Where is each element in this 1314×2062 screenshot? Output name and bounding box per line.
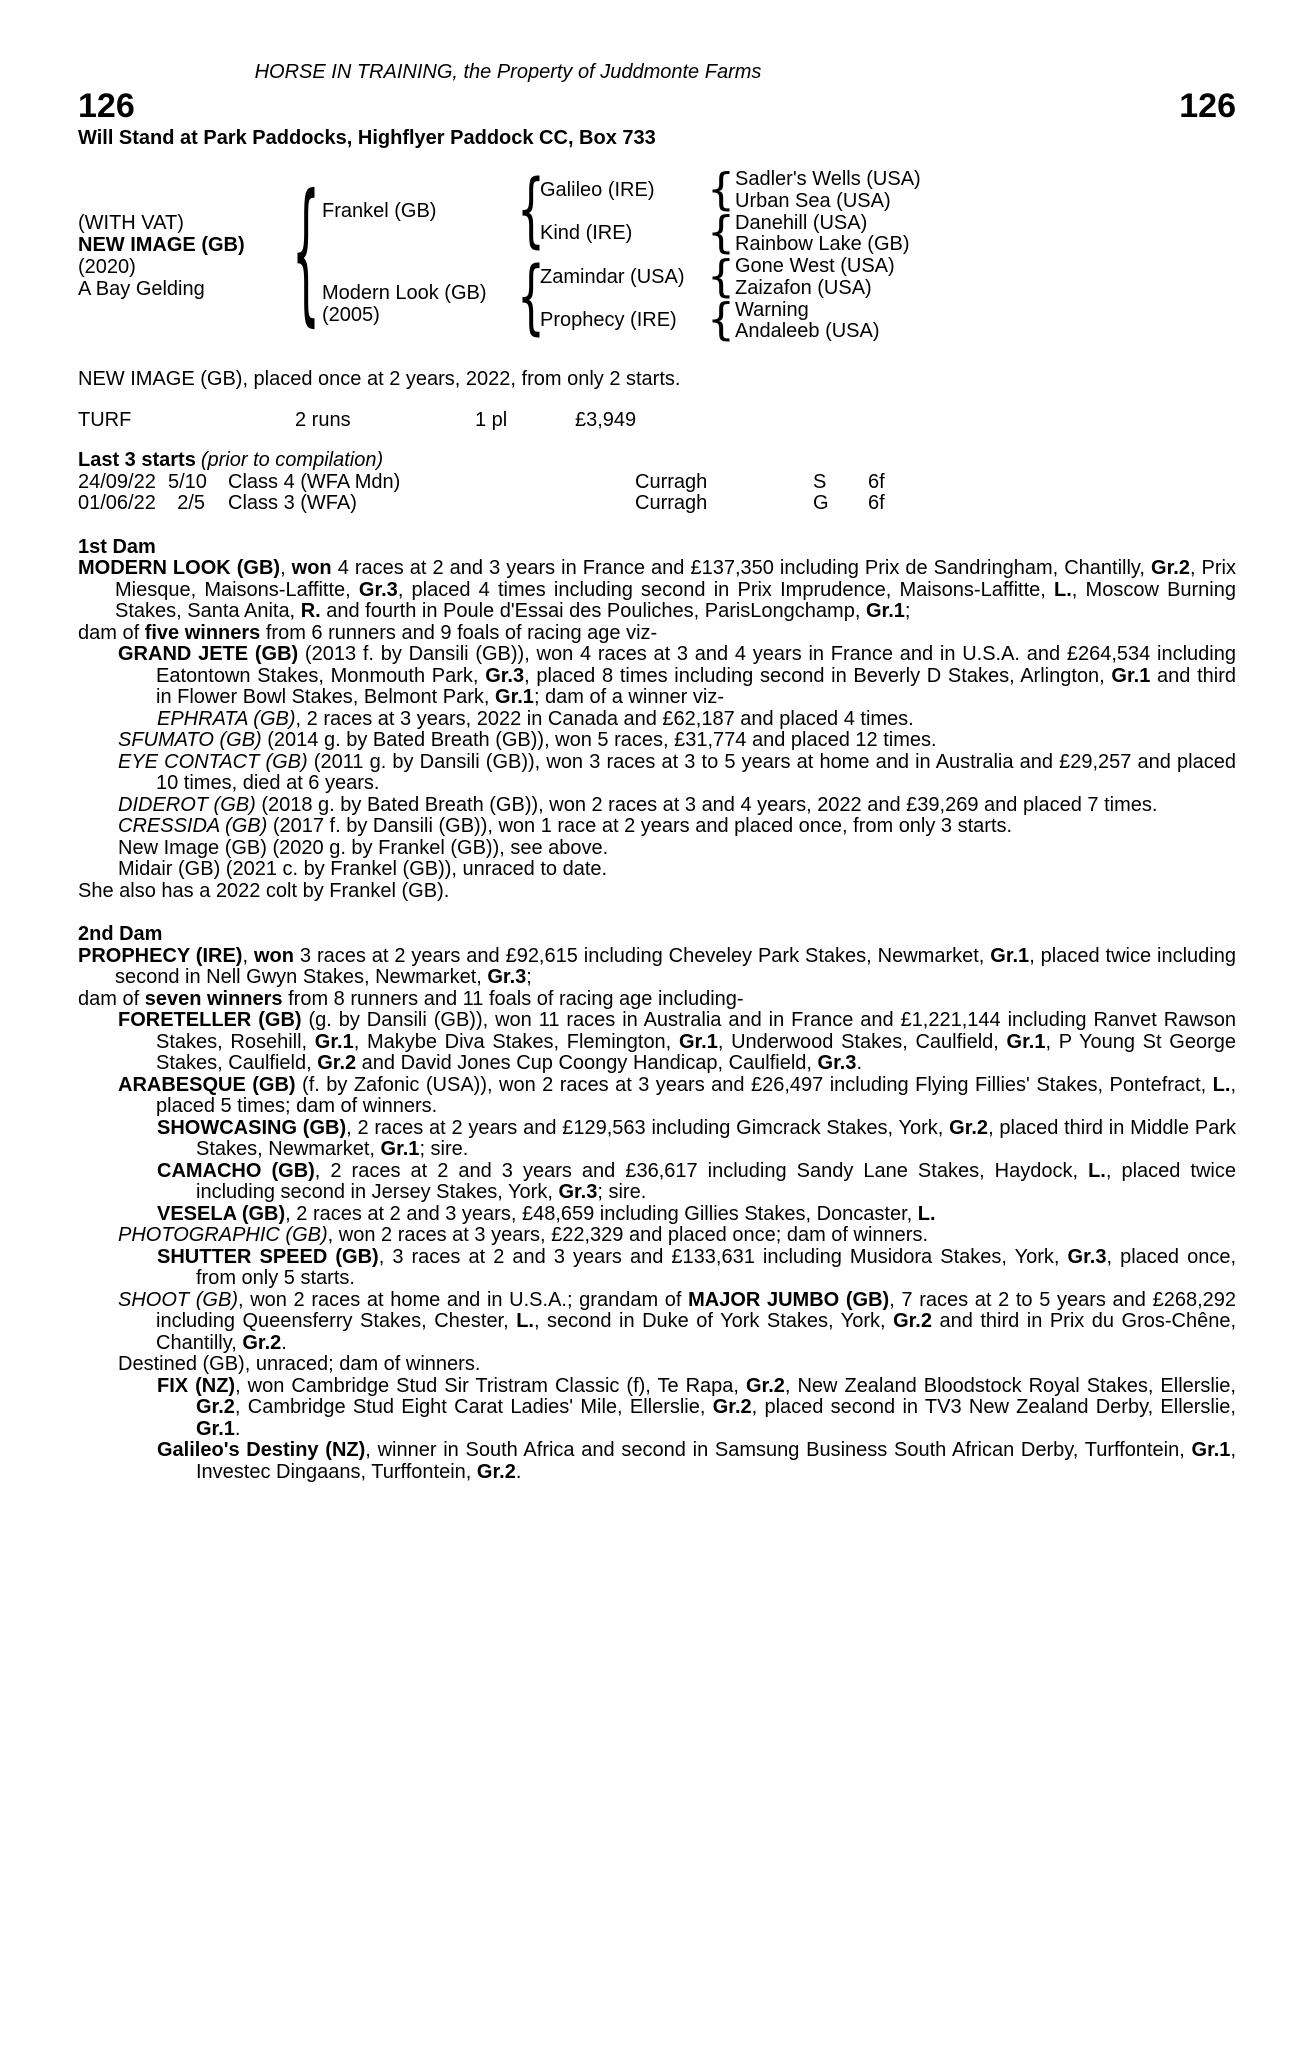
text-segment: FIX (NZ) bbox=[157, 1374, 236, 1397]
start-row bbox=[78, 493, 1236, 515]
start-position: 2/5 bbox=[177, 492, 205, 514]
earnings-row bbox=[78, 410, 1236, 432]
text-segment: , placed 5 times; dam of winners. bbox=[156, 1073, 1236, 1117]
text-segment: CRESSIDA (GB) bbox=[118, 815, 268, 837]
pedigree-table bbox=[78, 165, 1236, 347]
text-segment: . bbox=[281, 1331, 287, 1354]
text-segment: Gr.1 bbox=[380, 1138, 420, 1160]
last-starts-label: Last 3 starts bbox=[78, 449, 196, 471]
text-segment: , bbox=[280, 557, 292, 579]
catalog-paragraph bbox=[78, 1204, 1236, 1226]
text-segment: ; dam of a winner viz- bbox=[533, 686, 725, 708]
text-segment: Gr.3 bbox=[817, 1052, 857, 1074]
page-header-title: HORSE IN TRAINING, the Property of Juddmonte Farms bbox=[254, 61, 762, 83]
text-segment: (f. by Zafonic (USA)), won 2 races at 3 years and £26,497 including Flying Fillies' Stakes, Pontefract, bbox=[295, 1073, 1213, 1096]
ancestor-name: Danehill (USA) bbox=[735, 212, 868, 234]
start-date: 01/06/22 bbox=[78, 492, 156, 514]
grandsire-name: Zamindar (USA) bbox=[540, 266, 685, 288]
text-segment: , Makybe Diva Stakes, Flemington, bbox=[353, 1030, 679, 1053]
ancestor-name: Rainbow Lake (GB) bbox=[735, 233, 910, 255]
catalog-paragraph bbox=[78, 859, 1236, 881]
catalog-paragraph bbox=[78, 989, 1236, 1011]
text-segment: L. bbox=[1212, 1073, 1231, 1096]
lot-number-left: 126 bbox=[78, 86, 135, 125]
text-segment: Gr.1 bbox=[865, 600, 905, 622]
text-segment: Gr.2 bbox=[712, 1396, 752, 1418]
text-segment: , placed second in TV3 New Zealand Derby, Ellerslie, bbox=[751, 1396, 1236, 1418]
text-segment: , won Cambridge Stud Sir Tristram Classic (f), Te Rapa, bbox=[235, 1374, 746, 1397]
race-record-summary: NEW IMAGE (GB), placed once at 2 years, 2022, from only 2 starts. bbox=[78, 368, 681, 390]
catalog-paragraph bbox=[78, 795, 1236, 817]
text-segment: ; sire. bbox=[419, 1138, 469, 1160]
text-segment: (2014 g. by Bated Breath (GB)), won 5 races, £31,774 and placed 12 times. bbox=[261, 729, 937, 751]
start-row bbox=[78, 472, 1236, 494]
section-heading: 1st Dam bbox=[78, 535, 156, 558]
text-segment: and third in Flower Bowl Stakes, Belmont Park, bbox=[156, 664, 1237, 708]
text-segment: , placed twice including second in Jersey Stakes, York, bbox=[196, 1159, 1236, 1203]
start-distance: 6f bbox=[868, 492, 885, 514]
text-segment: Gr.2 bbox=[949, 1116, 989, 1139]
catalog-paragraph bbox=[78, 644, 1236, 709]
catalog-paragraph bbox=[78, 1354, 1236, 1376]
text-segment: Gr.2 bbox=[745, 1374, 785, 1397]
catalog-paragraph bbox=[78, 946, 1236, 989]
catalog-page bbox=[0, 62, 1314, 1483]
earnings-value: £3,949 bbox=[575, 408, 637, 431]
horse-foaling-year: (2020) bbox=[78, 256, 136, 278]
ancestor-name: Andaleeb (USA) bbox=[735, 320, 880, 342]
text-segment: Gr.1 bbox=[1111, 664, 1151, 687]
text-segment: EPHRATA (GB) bbox=[157, 707, 296, 730]
text-segment: MODERN LOOK (GB) bbox=[78, 557, 281, 579]
catalog-paragraph bbox=[78, 1290, 1236, 1355]
ancestor-name: Gone West (USA) bbox=[735, 255, 895, 277]
text-segment: , Investec Dingaans, Turffontein, bbox=[196, 1439, 1236, 1483]
ancestor-name: Warning bbox=[735, 299, 809, 321]
pedigree-brace-gen1 bbox=[293, 164, 319, 346]
catalog-paragraph bbox=[78, 1440, 1236, 1483]
start-position: 5/10 bbox=[168, 470, 207, 493]
granddam-name: Kind (IRE) bbox=[540, 222, 633, 244]
text-segment: , 2 races at 2 and 3 years, £48,659 including Gillies Stakes, Doncaster, bbox=[285, 1202, 918, 1225]
text-segment: won bbox=[291, 557, 332, 579]
text-segment: CAMACHO (GB) bbox=[157, 1159, 315, 1182]
text-segment: L. bbox=[917, 1202, 936, 1225]
text-segment: Galileo's Destiny (NZ) bbox=[157, 1439, 366, 1461]
text-segment: . bbox=[515, 1460, 522, 1483]
text-segment: and David Jones Cup Coongy Handicap, Caulfield, bbox=[356, 1052, 818, 1074]
start-going: S bbox=[813, 470, 827, 493]
text-segment: , second in Duke of York Stakes, York, bbox=[533, 1310, 894, 1332]
horse-colour-sex: A Bay Gelding bbox=[78, 278, 205, 300]
text-segment: , 2 races at 3 years, 2022 in Canada and £62,187 and placed 4 times. bbox=[295, 707, 914, 730]
text-segment: Gr.3 bbox=[487, 966, 527, 988]
text-segment: FORETELLER (GB) bbox=[118, 1009, 302, 1031]
text-segment: , 7 races at 2 to 5 years and £268,292 including Queensferry Stakes, Chester, bbox=[156, 1288, 1236, 1332]
text-segment: , P Young St George Stakes, Caulfield, bbox=[156, 1030, 1236, 1074]
text-segment: Gr.1 bbox=[495, 686, 534, 708]
catalog-paragraph bbox=[78, 1118, 1236, 1161]
text-segment: . bbox=[234, 1417, 241, 1440]
text-segment: (2018 g. by Bated Breath (GB)), won 2 races at 3 and 4 years, 2022 and £39,269 and placed 7 times. bbox=[255, 793, 1158, 816]
text-segment: Midair (GB) (2021 c. by Frankel (GB)), unraced to date. bbox=[118, 858, 608, 880]
start-going: G bbox=[813, 492, 829, 514]
text-segment: , bbox=[242, 944, 254, 967]
catalog-paragraph bbox=[78, 623, 1236, 645]
horse-name: NEW IMAGE (GB) bbox=[78, 234, 245, 256]
text-segment: , placed twice including second in Nell Gwyn Stakes, Newmarket, bbox=[115, 944, 1236, 988]
text-segment: 3 races at 2 years and £92,615 including Cheveley Park Stakes, Newmarket, bbox=[293, 944, 991, 967]
start-distance: 6f bbox=[868, 470, 885, 493]
section-heading: 2nd Dam bbox=[78, 923, 163, 945]
text-segment: , 3 races at 2 and 3 years and £133,631 including Musidora Stakes, York, bbox=[378, 1245, 1068, 1268]
pedigree-sections bbox=[78, 537, 1236, 1484]
text-segment: , Underwood Stakes, Caulfield, bbox=[717, 1030, 1007, 1053]
text-segment: , placed 4 times including second in Prix Imprudence, Maisons-Laffitte, bbox=[397, 578, 1055, 601]
text-segment: , Prix Miesque, Maisons-Laffitte, bbox=[115, 557, 1236, 601]
text-segment: VESELA (GB) bbox=[157, 1202, 286, 1225]
text-segment: L. bbox=[516, 1310, 534, 1332]
text-segment: R. bbox=[300, 600, 321, 622]
text-segment: PHOTOGRAPHIC (GB) bbox=[118, 1224, 328, 1246]
text-segment: Destined (GB), unraced; dam of winners. bbox=[118, 1353, 481, 1375]
text-segment: Gr.2 bbox=[893, 1310, 932, 1332]
text-segment: , placed third in Middle Park Stakes, Newmarket, bbox=[196, 1116, 1236, 1160]
text-segment: SHOWCASING (GB) bbox=[157, 1116, 347, 1139]
text-segment: , 2 races at 2 years and £129,563 including Gimcrack Stakes, York, bbox=[346, 1116, 950, 1139]
text-segment: SHOOT (GB) bbox=[118, 1288, 238, 1311]
catalog-paragraph bbox=[78, 816, 1236, 838]
text-segment: won bbox=[253, 944, 294, 967]
stand-location-line: Will Stand at Park Paddocks, Highflyer Paddock CC, Box 733 bbox=[78, 126, 656, 149]
ancestor-name: Sadler's Wells (USA) bbox=[735, 168, 921, 190]
catalog-paragraph bbox=[78, 1010, 1236, 1075]
text-segment: . bbox=[856, 1052, 862, 1074]
text-segment: Gr.3 bbox=[485, 664, 525, 687]
text-segment: Gr.2 bbox=[476, 1460, 516, 1483]
catalog-paragraph bbox=[78, 1161, 1236, 1204]
catalog-paragraph bbox=[78, 730, 1236, 752]
dam-name: Modern Look (GB) bbox=[322, 282, 487, 304]
text-segment: EYE CONTACT (GB) bbox=[118, 750, 308, 773]
text-segment: Gr.2 bbox=[196, 1396, 235, 1418]
text-segment: dam of bbox=[78, 621, 145, 644]
catalog-paragraph bbox=[78, 709, 1236, 731]
text-segment: SHUTTER SPEED (GB) bbox=[157, 1245, 379, 1268]
text-segment: Gr.3 bbox=[1067, 1245, 1107, 1268]
catalog-paragraph bbox=[78, 1247, 1236, 1290]
text-segment: seven winners bbox=[144, 987, 283, 1010]
text-segment: , won 2 races at home and in U.S.A.; grandam of bbox=[238, 1288, 689, 1311]
text-segment: ; sire. bbox=[597, 1181, 647, 1203]
text-segment: DIDEROT (GB) bbox=[118, 793, 256, 816]
grandsire-name: Galileo (IRE) bbox=[540, 179, 655, 201]
text-segment: Gr.3 bbox=[558, 1181, 598, 1203]
catalog-paragraph bbox=[78, 1225, 1236, 1247]
text-segment: , won 2 races at 3 years, £22,329 and placed once; dam of winners. bbox=[327, 1224, 929, 1246]
text-segment: L. bbox=[1088, 1159, 1106, 1182]
dam-year: (2005) bbox=[322, 304, 380, 326]
text-segment: (2017 f. by Dansili (GB)), won 1 race at 2 years and placed once, from only 3 starts. bbox=[267, 815, 1013, 837]
pedigree-brace-gg4 bbox=[708, 294, 734, 346]
text-segment: ; bbox=[526, 966, 532, 988]
catalog-paragraph bbox=[78, 558, 1236, 623]
start-race: Class 4 (WFA Mdn) bbox=[228, 470, 401, 493]
text-segment: five winners bbox=[144, 621, 261, 644]
text-segment: Gr.1 bbox=[678, 1030, 718, 1053]
start-spacer bbox=[205, 472, 228, 494]
text-segment: (2013 f. by Dansili (GB)), won 4 races at 3 and 4 years in France and in U.S.A. and £264,534 including Eatontown Stakes, Monmouth Park, bbox=[156, 643, 1236, 687]
text-segment: from 6 runners and 9 foals of racing age viz- bbox=[260, 621, 658, 644]
text-segment: Gr.2 bbox=[317, 1052, 357, 1074]
granddam-name: Prophecy (IRE) bbox=[540, 309, 677, 331]
text-segment: 4 races at 2 and 3 years in France and £137,350 including Prix de Sandringham, Chantilly, bbox=[331, 557, 1152, 579]
catalog-paragraph bbox=[78, 1075, 1236, 1118]
runs-value: 2 runs bbox=[295, 408, 351, 431]
text-segment: dam of bbox=[78, 987, 145, 1010]
surface-label: TURF bbox=[78, 408, 132, 431]
text-segment: , Moscow Burning Stakes, Santa Anita, bbox=[115, 578, 1236, 622]
last-starts-note: (prior to compilation) bbox=[200, 449, 384, 471]
start-race: Class 3 (WFA) bbox=[228, 492, 357, 514]
text-segment: PROPHECY (IRE) bbox=[78, 944, 243, 967]
text-segment: She also has a 2022 colt by Frankel (GB). bbox=[78, 879, 450, 902]
pedigree-brace-sire bbox=[518, 163, 544, 259]
start-course: Curragh bbox=[635, 470, 708, 493]
text-segment: New Image (GB) (2020 g. by Frankel (GB)), see above. bbox=[118, 836, 609, 859]
text-segment: , Cambridge Stud Eight Carat Ladies' Mile, Ellerslie, bbox=[234, 1396, 713, 1418]
text-segment: Gr.1 bbox=[1191, 1439, 1231, 1461]
text-segment: , placed 8 times including second in Beverly D Stakes, Arlington, bbox=[524, 664, 1112, 687]
text-segment: MAJOR JUMBO (GB) bbox=[688, 1288, 890, 1311]
text-segment: , placed once, from only 5 starts. bbox=[196, 1245, 1237, 1289]
text-segment: (g. by Dansili (GB)), won 11 races in Australia and in France and £1,221,144 including Ranvet Rawson Stakes, Rosehill, bbox=[156, 1009, 1236, 1053]
text-segment: SFUMATO (GB) bbox=[118, 729, 262, 751]
text-segment: (2011 g. by Dansili (GB)), won 3 races at 3 to 5 years at home and in Australia and £29,257 and placed 10 times, died at 6 years. bbox=[156, 750, 1236, 794]
last-starts-heading bbox=[78, 450, 1236, 472]
text-segment: , New Zealand Bloodstock Royal Stakes, Ellerslie, bbox=[784, 1374, 1236, 1397]
text-segment: from 8 runners and 11 foals of racing age including- bbox=[282, 987, 744, 1010]
text-segment: Gr.1 bbox=[990, 944, 1030, 967]
catalog-paragraph bbox=[78, 838, 1236, 860]
text-segment: Gr.3 bbox=[358, 578, 398, 601]
placed-value: 1 pl bbox=[475, 408, 508, 431]
sire-name: Frankel (GB) bbox=[322, 200, 437, 222]
text-segment: Gr.2 bbox=[242, 1331, 282, 1354]
text-segment: , winner in South Africa and second in Samsung Business South African Derby, Turffontein, bbox=[365, 1439, 1192, 1461]
start-spacer bbox=[205, 493, 228, 515]
lot-number-right: 126 bbox=[1179, 86, 1236, 125]
text-segment: ARABESQUE (GB) bbox=[118, 1073, 296, 1096]
catalog-paragraph bbox=[78, 1376, 1236, 1441]
text-segment: Gr.1 bbox=[196, 1417, 235, 1440]
text-segment: Gr.1 bbox=[314, 1030, 354, 1053]
ancestor-name: Urban Sea (USA) bbox=[735, 190, 891, 212]
text-segment: ; bbox=[904, 600, 911, 622]
start-course: Curragh bbox=[635, 492, 708, 514]
text-segment: Gr.2 bbox=[1151, 557, 1190, 579]
text-segment: Gr.1 bbox=[1006, 1030, 1046, 1053]
vat-note: (WITH VAT) bbox=[78, 212, 184, 234]
lot-number-row bbox=[78, 88, 1236, 124]
pedigree-brace-dam bbox=[518, 250, 544, 346]
text-segment: and third in Prix du Gros-Chêne, Chantilly, bbox=[156, 1310, 1237, 1354]
text-segment: L. bbox=[1054, 578, 1072, 601]
ancestor-name: Zaizafon (USA) bbox=[735, 277, 872, 299]
text-segment: GRAND JETE (GB) bbox=[118, 643, 299, 665]
catalog-paragraph bbox=[78, 752, 1236, 795]
text-segment: and fourth in Poule d'Essai des Pouliches, ParisLongchamp, bbox=[320, 600, 866, 622]
catalog-paragraph bbox=[78, 881, 1236, 903]
start-date: 24/09/22 bbox=[78, 470, 156, 493]
text-segment: , 2 races at 2 and 3 years and £36,617 including Sandy Lane Stakes, Haydock, bbox=[314, 1159, 1089, 1182]
